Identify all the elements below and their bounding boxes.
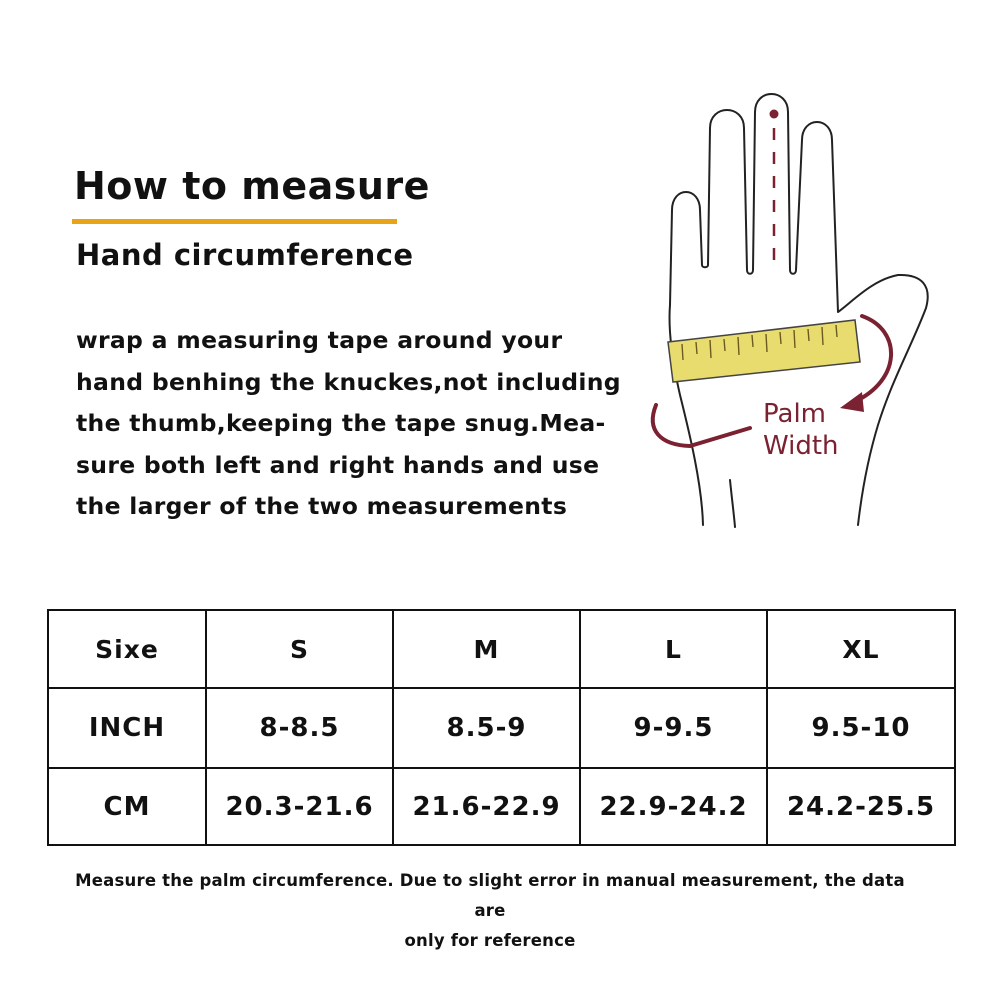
table-row [48, 688, 955, 768]
size-header-cell: M [393, 610, 580, 688]
instructions-line: sure both left and right hands and use [76, 450, 600, 479]
measuring-tape [668, 320, 860, 382]
arrow-head-icon [840, 392, 864, 412]
title-underline [72, 219, 397, 224]
width-label-line: Width [763, 431, 839, 461]
size-header-cell: XL [767, 610, 955, 688]
table-cell: 22.9-24.2 [580, 768, 767, 845]
footnote-line: Measure the palm circumference. Due to slight error in manual measurement, the data are [75, 871, 905, 920]
table-cell: 24.2-25.5 [767, 768, 955, 845]
instructions-text [76, 320, 621, 528]
page-subtitle: Hand circumference [76, 238, 414, 272]
row-label-cm: CM [48, 768, 206, 845]
table-cell: 21.6-22.9 [393, 768, 580, 845]
palm-crease [730, 480, 735, 527]
table-row [48, 768, 955, 845]
arrow-curve-left [653, 405, 750, 446]
table-cell: 9.5-10 [767, 688, 955, 768]
size-header-label: Sixe [48, 610, 206, 688]
instructions-line: wrap a measuring tape around your [76, 326, 563, 354]
instructions-line: the larger of the two measurements [76, 492, 568, 520]
size-header-cell: L [580, 610, 767, 688]
size-chart-table [47, 609, 956, 846]
table-cell: 8-8.5 [206, 688, 393, 768]
measure-dot [770, 110, 779, 119]
palm-width-label [763, 398, 839, 462]
table-cell: 9-9.5 [580, 688, 767, 768]
table-row [48, 610, 955, 688]
page-title: How to measure [74, 164, 430, 208]
footnote [70, 866, 910, 956]
table-cell: 20.3-21.6 [206, 768, 393, 845]
footnote-line: only for reference [404, 931, 576, 950]
table-cell: 8.5-9 [393, 688, 580, 768]
hand-measure-icon [640, 90, 960, 530]
instructions-line: the thumb,keeping the tape snug.Mea- [76, 409, 606, 437]
palm-label-line: Palm [763, 399, 826, 429]
row-label-inch: INCH [48, 688, 206, 768]
size-header-cell: S [206, 610, 393, 688]
instructions-line: hand benhing the knuckes,not including [76, 367, 621, 396]
